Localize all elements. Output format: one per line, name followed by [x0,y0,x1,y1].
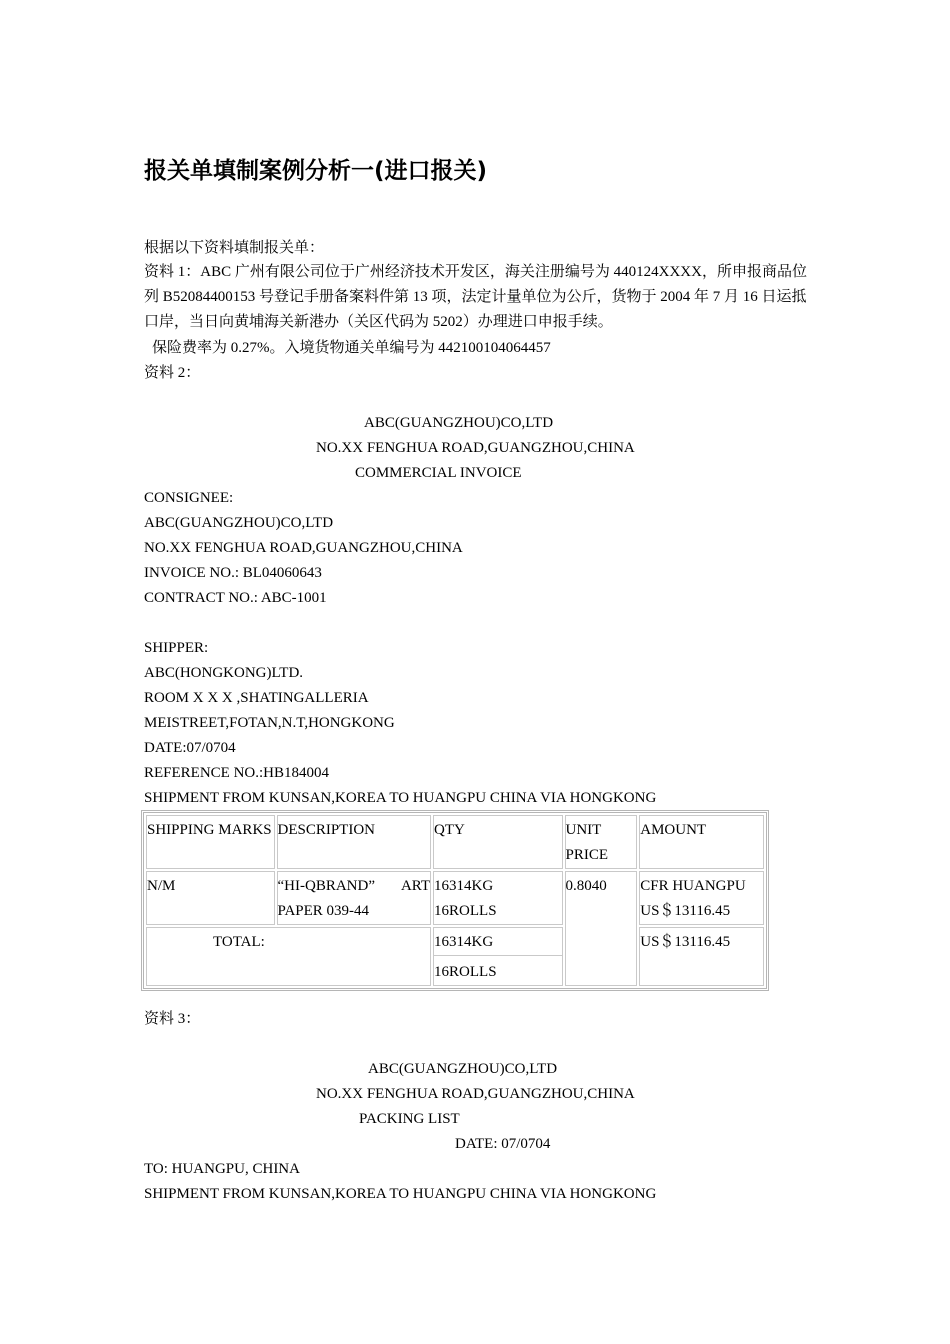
invoice-address: NO.XX FENGHUA ROAD,GUANGZHOU,CHINA [316,440,635,456]
cell-marks: N/M [146,871,275,925]
table-total-row [146,927,764,986]
material1-text2: 保险费率为 0.27%。入境货物通关单编号为 442100104064457 [152,340,551,356]
packing-doc-title: PACKING LIST [359,1111,460,1127]
qty-rolls: 16ROLLS [434,903,497,919]
shipper-address-1: ROOM X X X ,SHATINGALLERIA [144,690,369,706]
table-header-row [146,815,764,869]
header-amount: AMOUNT [639,815,764,869]
consignee-address: NO.XX FENGHUA ROAD,GUANGZHOU,CHINA [144,540,463,556]
total-qty-kg: 16314KG [434,928,561,956]
desc-art: ART [400,878,431,894]
invoice-company: ABC(GUANGZHOU)CO,LTD [364,415,554,431]
total-qty-rolls: 16ROLLS [434,964,497,980]
shipper-name: ABC(HONGKONG)LTD. [144,665,304,681]
consignee-name: ABC(GUANGZHOU)CO,LTD [144,515,334,531]
packing-address: NO.XX FENGHUA ROAD,GUANGZHOU,CHINA [316,1086,635,1102]
total-amount: US＄13116.45 [639,927,764,986]
header-description: DESCRIPTION [277,815,432,869]
packing-to: TO: HUANGPU, CHINA [144,1161,300,1177]
shipper-label: SHIPPER: [144,640,209,656]
contract-number: CONTRACT NO.: ABC-1001 [144,590,327,606]
amount-terms: CFR HUANGPU [640,878,746,894]
header-qty: QTY [433,815,562,869]
packing-company: ABC(GUANGZHOU)CO,LTD [368,1061,558,1077]
amount-value: US＄13116.45 [640,903,731,919]
invoice-table [141,810,769,991]
table-row [146,871,764,925]
packing-date: DATE: 07/0704 [455,1136,551,1152]
page-title: 报关单填制案例分析一(进口报关) [144,158,488,184]
cell-qty [433,871,562,925]
material2-label: 资料 2： [144,365,201,381]
material1-paragraph [144,260,814,335]
cell-amount [639,871,764,925]
cell-unit-price: 0.8040 [565,871,638,986]
packing-shipment-route: SHIPMENT FROM KUNSAN,KOREA TO HUANGPU CHINA VIA HONGKONG [144,1186,657,1202]
desc-brand: “HI-QBRAND” [277,878,375,894]
invoice-number: INVOICE NO.: BL04060643 [144,565,322,581]
reference-number: REFERENCE NO.:HB184004 [144,765,330,781]
header-unit-price: UNIT PRICE [565,815,638,869]
cell-description [277,871,432,925]
invoice-doc-title: COMMERCIAL INVOICE [355,465,522,481]
consignee-label: CONSIGNEE: [144,490,234,506]
invoice-date: DATE:07/0704 [144,740,236,756]
desc-paper: PAPER 039-44 [277,903,370,919]
qty-kg: 16314KG [434,878,494,894]
shipment-route: SHIPMENT FROM KUNSAN,KOREA TO HUANGPU CHINA VIA HONGKONG [144,790,657,806]
header-shipping-marks: SHIPPING MARKS [146,815,275,869]
total-label: TOTAL: [146,927,431,986]
material1-label: 资料 1： [144,264,201,280]
material3-label: 资料 3： [144,1011,201,1027]
total-qty [433,927,562,986]
material1-text: ABC 广州有限公司位于广州经济技术开发区，海关注册编号为 440124XXXX，所申报商品位列 B52084400153 号登记手册备案料件第 13 项，法定计量单位为公斤，货物于 2004 年 7 月 16 日运抵口岸，当日向黄埔海关新港办（关区代码为 5202）办理进口申报手续。 [144,264,807,330]
intro-text: 根据以下资料填制报关单： [144,240,325,256]
shipper-address-2: MEISTREET,FOTAN,N.T,HONGKONG [144,715,395,731]
